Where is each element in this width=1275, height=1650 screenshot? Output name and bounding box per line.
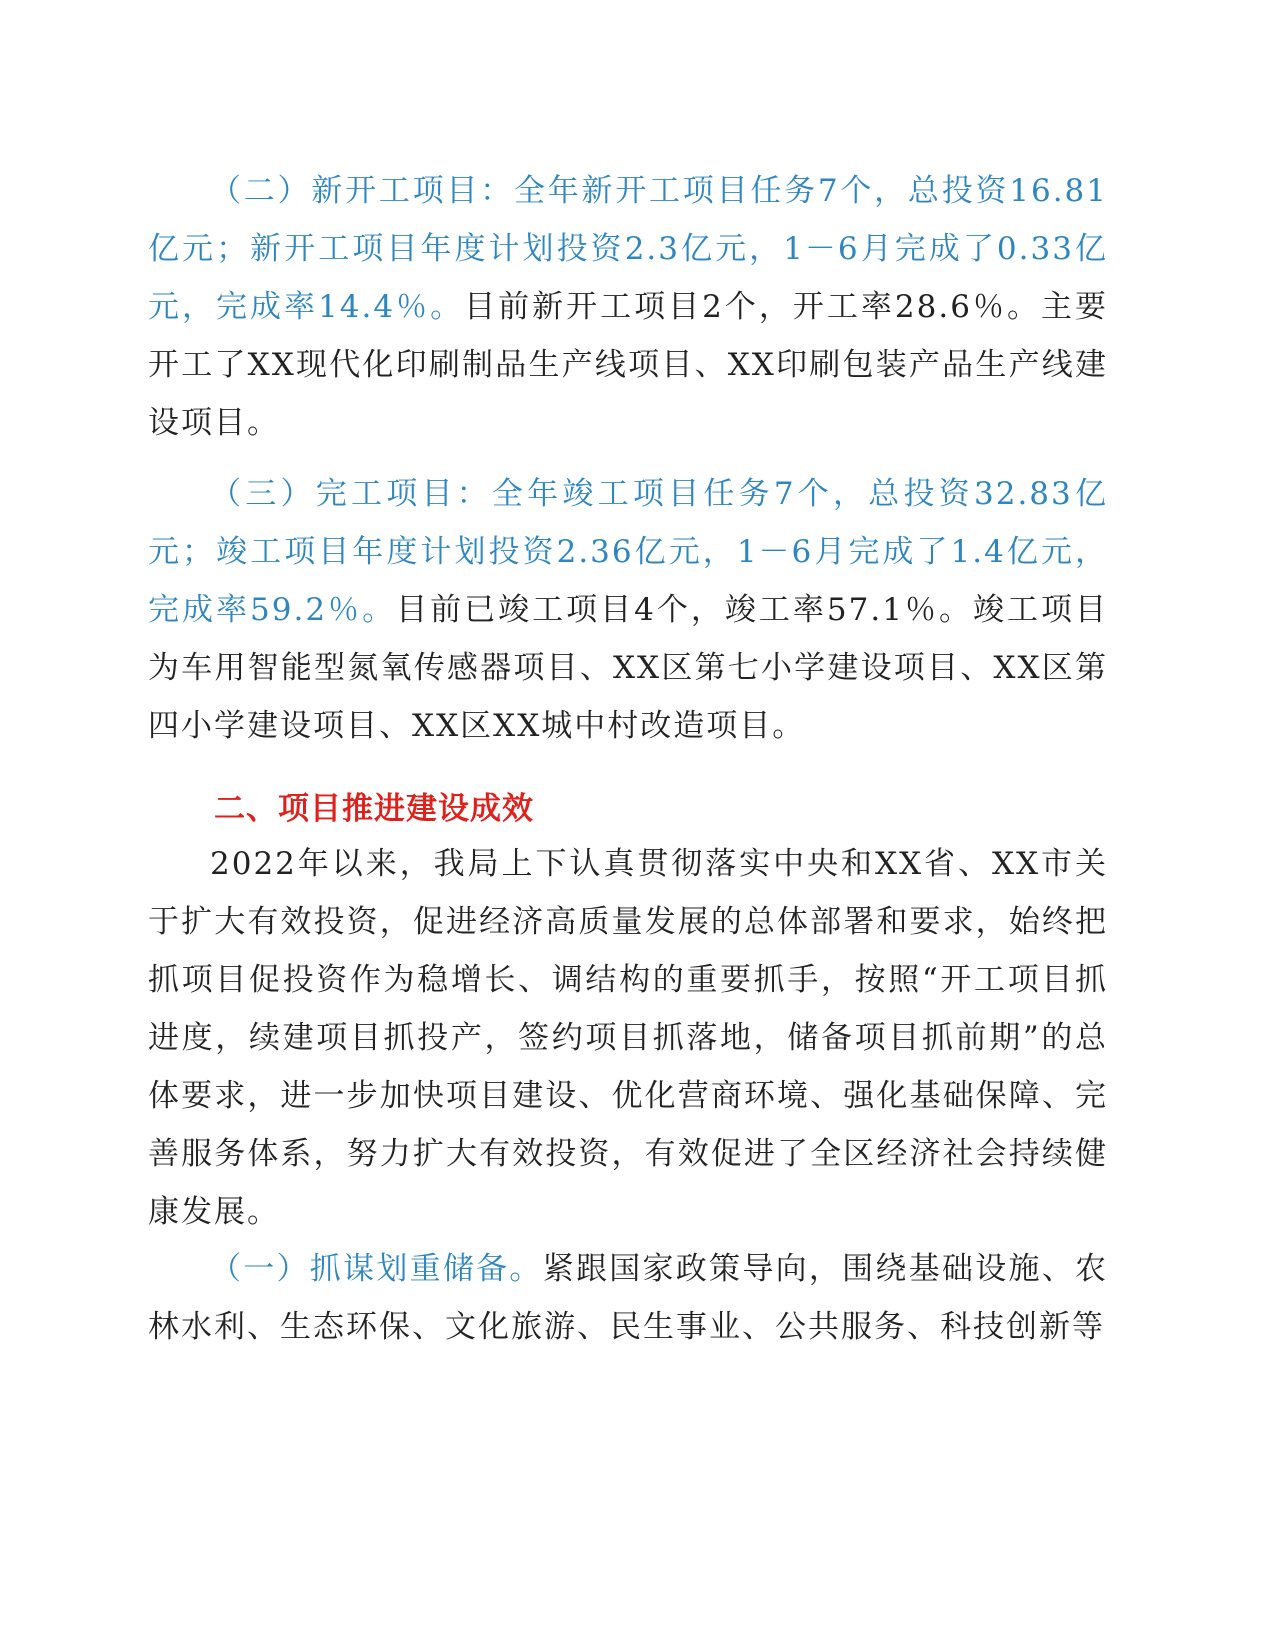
planning-lead: （一）抓谋划重储备。 [210, 1251, 543, 1287]
planning-body: 紧跟国家政策导向，围绕基础设施、农林水利、生态环保、文化旅游、民生事业、公共服务、科技创新等 [148, 1251, 1109, 1345]
paragraph-new-projects [148, 162, 1108, 452]
paragraph-intro: 2022年以来，我局上下认真贯彻落实中央和XX省、XX市关于扩大有效投资，促进经济高质量发展的总体部署和要求，始终把抓项目促投资作为稳增长、调结构的重要抓手，按照“开工项目抓进度，续建项目抓投产，签约项目抓落地，储备项目抓前期”的总体要求，进一步加快项目建设、优化营商环境、强化基础保障、完善服务体系，努力扩大有效投资，有效促进了全区经济社会持续健康发展。 [148, 846, 1108, 1230]
completed-projects-lead: （三）完工项目：全年竣工项目任务7个，总投资32.83亿元；竣工项目年度计划投资2.36亿元，1－6月完成了1.4亿元，完成率59.2％。 [148, 476, 1108, 628]
section-heading: 二、项目推进建设成效 [214, 791, 534, 827]
completed-projects-body: 目前已竣工项目4个，竣工率57.1％。竣工项目为车用智能型氮氧传感器项目、XX区第七小学建设项目、XX区第四小学建设项目、XX区XX城中村改造项目。 [148, 592, 1108, 744]
paragraph-planning [148, 1240, 1108, 1356]
new-projects-lead: （二）新开工项目：全年新开工项目任务7个，总投资16.81亿元；新开工项目年度计划投资2.3亿元，1－6月完成了0.33亿元，完成率14.4％。 [148, 173, 1108, 325]
new-projects-body: 目前新开工项目2个，开工率28.6％。主要开工了XX现代化印刷制品生产线项目、XX印刷包装产品生产线建设项目。 [148, 289, 1108, 441]
paragraph-completed-projects [148, 465, 1108, 755]
